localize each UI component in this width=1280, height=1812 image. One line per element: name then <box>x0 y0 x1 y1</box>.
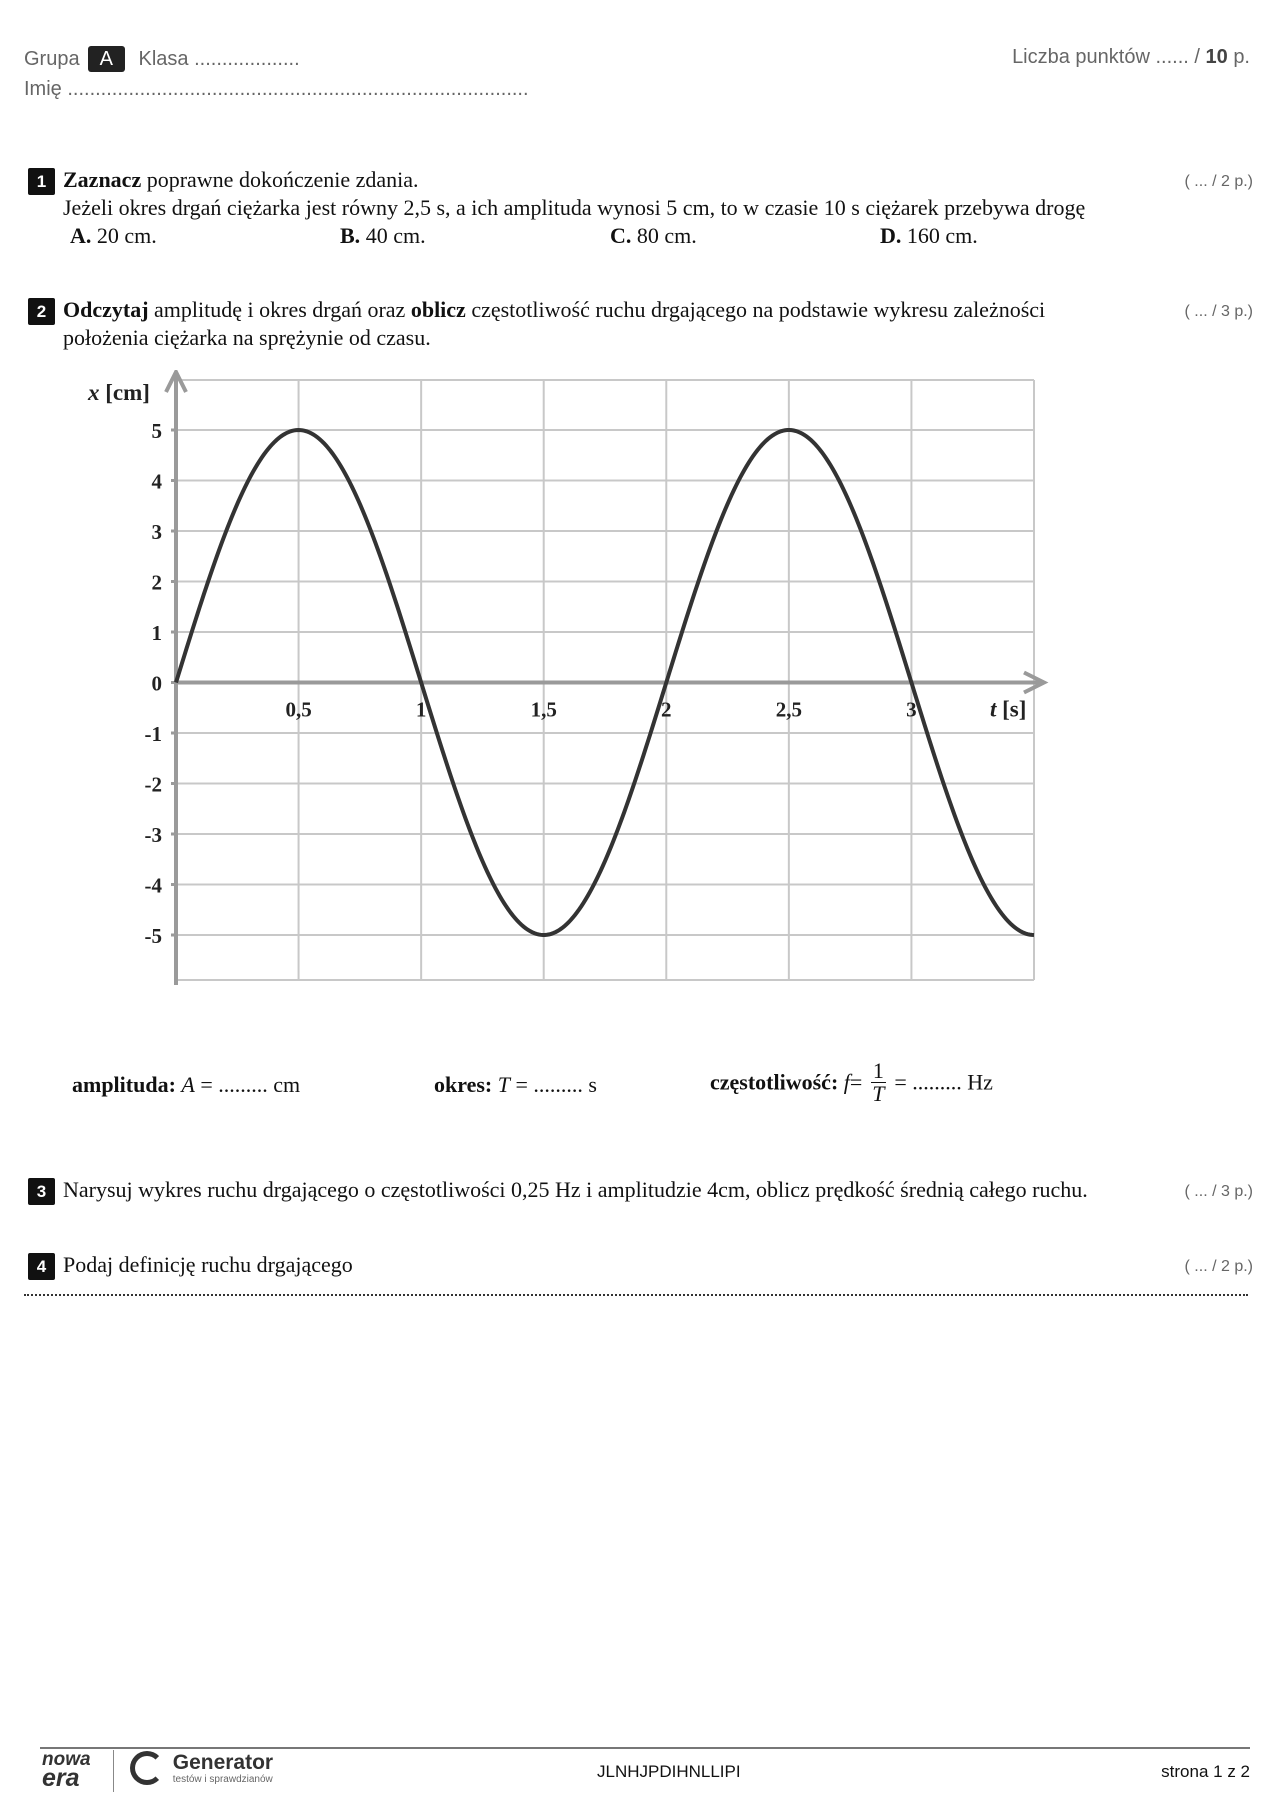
chart-grid <box>176 380 1034 980</box>
x-tick-label: 2,5 <box>775 697 802 722</box>
x-tick-label: 0,5 <box>285 697 312 722</box>
task-verb: Odczytaj <box>63 297 149 322</box>
document-code: JLNHJPDIHNLLIPI <box>597 1762 741 1781</box>
page-number: strona 1 z 2 <box>1161 1762 1250 1781</box>
y-tick-label: -4 <box>144 873 162 898</box>
footer-divider <box>40 1747 1250 1749</box>
task-score: ( ... / 2 p.) <box>1184 173 1253 190</box>
task-verb: Zaznacz <box>63 167 142 192</box>
answer-fields <box>72 1060 1072 1120</box>
x-tick-label: 1 <box>415 697 427 722</box>
option-d[interactable]: D. 160 cm. <box>880 223 978 248</box>
x-tick-label: 2 <box>661 697 672 722</box>
grupa-badge: A <box>88 46 125 72</box>
y-tick-label: 4 <box>151 469 162 494</box>
points-suffix: p. <box>1233 46 1250 68</box>
option-b[interactable]: B. 40 cm. <box>340 223 426 248</box>
imie-field[interactable]: Imię ................................................................................... <box>24 78 529 100</box>
y-tick-label: -3 <box>144 823 162 847</box>
frequency-fraction: $\frac{1}{T}$ <box>872 1058 885 1106</box>
y-tick-label: -5 <box>144 924 162 948</box>
task-score: ( ... / 2 p.) <box>1184 1258 1253 1275</box>
y-tick-label: 5 <box>151 419 162 443</box>
grupa-label: Grupa <box>24 48 80 70</box>
answer-dotted-line[interactable] <box>24 1294 1248 1296</box>
footer-logo-divider <box>113 1750 114 1792</box>
y-axis-label: x [cm] <box>88 380 150 405</box>
task-2 <box>28 296 1253 352</box>
task-text: poprawne dokończenie zdania. <box>141 167 419 192</box>
oscillation-chart <box>70 370 1050 1000</box>
task-question: Jeżeli okres drgań ciężarka jest równy 2,5 s, a ich amplituda wynosi 5 cm, to w czasie 10 s ciężarek przebywa drogę <box>63 195 1086 220</box>
y-tick-label: 2 <box>151 570 162 595</box>
task-4 <box>28 1251 1253 1279</box>
y-tick-label: -2 <box>144 772 162 797</box>
task-body: Podaj definicję ruchu drgającego <box>63 1252 353 1277</box>
task-verb-2: oblicz <box>410 297 466 322</box>
task-number: 2 <box>28 298 55 325</box>
header-group <box>24 46 300 72</box>
x-axis-label: t [s] <box>990 696 1027 722</box>
task-body <box>63 166 1163 222</box>
generator-logo: Generator testów i sprawdzianów <box>130 1751 273 1785</box>
task-number: 1 <box>28 168 55 195</box>
x-tick-label: 1,5 <box>530 697 557 722</box>
answer-options <box>70 222 1253 250</box>
y-tick-label: 0 <box>151 671 162 696</box>
option-c[interactable]: C. 80 cm. <box>610 223 697 248</box>
nowa-era-logo: nowa era <box>42 1749 91 1792</box>
points-prefix: Liczba punktów ...... / <box>1012 46 1200 68</box>
task-body: Narysuj wykres ruchu drgającego o częstotliwości 0,25 Hz i amplitudzie 4cm, oblicz prędkość średnią całego ruchu. <box>63 1177 1088 1202</box>
task-score: ( ... / 3 p.) <box>1184 1183 1253 1200</box>
points-total: 10 <box>1205 46 1228 68</box>
task-3 <box>28 1176 1253 1204</box>
klasa-field[interactable]: Klasa ................... <box>138 48 300 70</box>
x-tick-label: 3 <box>906 697 917 722</box>
y-tick-label: 1 <box>151 621 162 645</box>
task-number: 4 <box>28 1253 55 1280</box>
frequency-field[interactable]: częstotliwość: f= $\frac{1}{T}$ = ......... Hz <box>710 1058 993 1106</box>
y-tick-label: -1 <box>144 722 162 746</box>
y-tick-label: 3 <box>151 520 162 544</box>
option-a[interactable]: A. 20 cm. <box>70 223 157 248</box>
period-field[interactable]: okres: T = ......... s <box>434 1072 597 1097</box>
task-1 <box>28 166 1253 250</box>
amplitude-field[interactable]: amplituda: A = ......... cm <box>72 1072 301 1097</box>
generator-g-icon <box>130 1751 164 1785</box>
task-number: 3 <box>28 1178 55 1205</box>
task-body: Odczytaj amplitudę i okres drgań oraz oblicz częstotliwość ruchu drgającego na podstawie wykresu zależności położenia ciężarka na sprężynie od czasu. <box>63 297 1046 350</box>
task-score: ( ... / 3 p.) <box>1184 303 1253 320</box>
points-summary <box>1012 46 1250 69</box>
